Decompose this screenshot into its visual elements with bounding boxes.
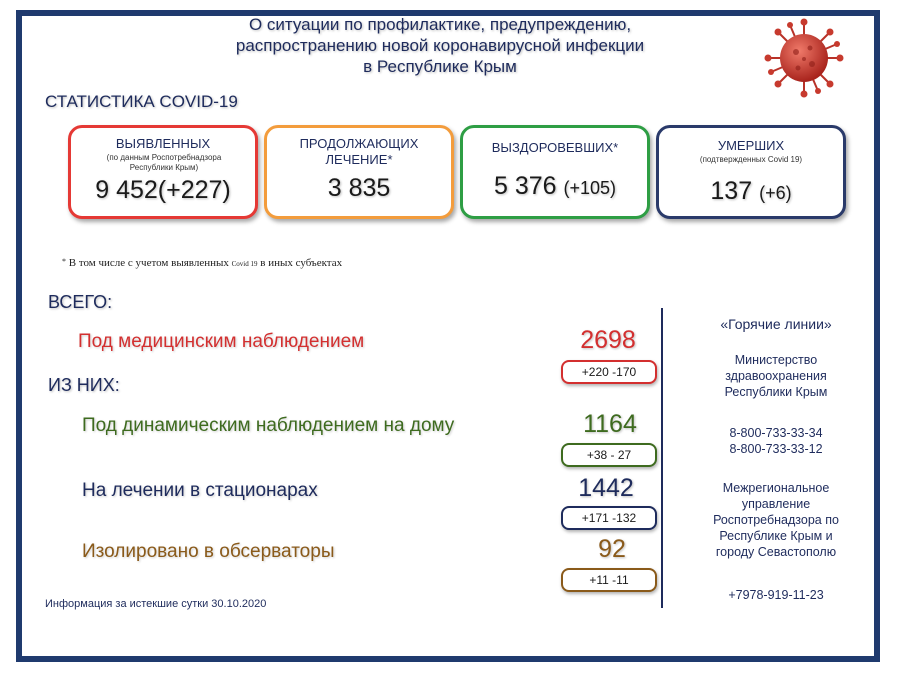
- hotline-ministry-line-1: Министерство: [734, 353, 818, 367]
- card-recovered-label: ВЫЗДОРОВЕВШИХ*: [491, 140, 619, 155]
- row-observatory-delta: +11 -11: [561, 568, 657, 592]
- card-recovered-increment: (+105): [563, 178, 617, 198]
- card-deceased-sub: (подтвержденных Covid 19): [699, 155, 803, 164]
- card-detected-sub: (по данным Роспотребнадзора Республики Крым): [106, 153, 222, 172]
- card-deceased-label: УМЕРШИХ: [717, 138, 785, 153]
- hotline-agency-line-4: Республике Крым и: [719, 529, 833, 543]
- hotline-agency-line-1: Межрегиональное: [722, 481, 830, 495]
- row-home-observation-label: Под динамическим наблюдением на дому: [82, 415, 455, 436]
- coronavirus-icon: [764, 18, 844, 98]
- card-recovered-number: 5 376: [493, 172, 557, 200]
- info-date: Информация за истекшие сутки 30.10.2020: [45, 598, 267, 610]
- card-deceased: [656, 125, 846, 219]
- row-medical-observation-delta: +220 -170: [561, 360, 657, 384]
- footnote-small: Covid 19: [231, 260, 258, 268]
- card-detected: [68, 125, 258, 219]
- hotline-ministry-line-2: здравоохранения: [725, 369, 827, 383]
- row-observatory-value: 92: [598, 535, 626, 563]
- row-hospital-value: 1442: [578, 474, 634, 502]
- footnote-text-2: в иных субъектах: [260, 257, 343, 269]
- footnote-text-1: В том числе с учетом выявленных: [68, 257, 229, 269]
- title-line-3: в Республике Крым: [363, 57, 517, 76]
- hotline-agency: [676, 480, 876, 560]
- row-medical-observation-value: 2698: [580, 326, 636, 354]
- row-medical-observation-label: Под медицинским наблюдением: [78, 331, 365, 352]
- hotline-ministry-line-3: Республики Крым: [724, 385, 828, 399]
- stats-heading: СТАТИСТИКА COVID-19: [45, 92, 238, 111]
- card-treatment-value: [267, 174, 451, 203]
- page-title: [150, 14, 730, 77]
- row-hospital-delta: +171 -132: [561, 506, 657, 530]
- card-recovered: [460, 125, 650, 219]
- hotline-phone-1: 8-800-733-33-34: [729, 426, 823, 440]
- card-detected-increment: (+227): [157, 176, 231, 204]
- card-treatment-number: 3 835: [327, 174, 391, 202]
- hotline-agency-line-2: управление: [741, 497, 811, 511]
- card-treatment: [264, 125, 454, 219]
- row-home-observation-value: 1164: [583, 410, 637, 438]
- card-detected-value: [71, 176, 255, 205]
- vertical-divider: [661, 308, 663, 608]
- card-deceased-increment: (+6): [759, 183, 792, 203]
- hotline-phones: [676, 425, 876, 457]
- card-detected-number: 9 452: [95, 176, 158, 204]
- card-treatment-label: ПРОДОЛЖАЮЩИХ ЛЕЧЕНИЕ*: [299, 136, 419, 167]
- footnote: [62, 257, 342, 269]
- card-recovered-value: [463, 172, 647, 201]
- total-heading: ВСЕГО:: [48, 292, 113, 312]
- hotline-agency-phone: +7978-919-11-23: [728, 588, 824, 602]
- row-home-observation-delta: +38 - 27: [561, 443, 657, 467]
- title-line-2: распространению новой коронавирусной инфекции: [235, 36, 645, 55]
- of-them-heading: ИЗ НИХ:: [48, 375, 120, 395]
- card-deceased-value: [659, 177, 843, 206]
- card-detected-label: ВЫЯВЛЕННЫХ: [115, 136, 211, 151]
- title-line-1: О ситуации по профилактике, предупреждению,: [248, 15, 632, 34]
- row-hospital-label: На лечении в стационарах: [82, 480, 318, 501]
- hotline-agency-line-3: Роспотребнадзора по: [713, 513, 839, 527]
- footnote-star: *: [62, 257, 66, 266]
- hotline-title: «Горячие линии»: [720, 316, 832, 332]
- hotline-ministry: [676, 352, 876, 400]
- hotline-phone-2: 8-800-733-33-12: [729, 442, 823, 456]
- row-observatory-label: Изолировано в обсерваторы: [82, 541, 335, 562]
- card-deceased-number: 137: [710, 177, 753, 205]
- hotline-agency-line-5: городу Севастополю: [715, 545, 837, 559]
